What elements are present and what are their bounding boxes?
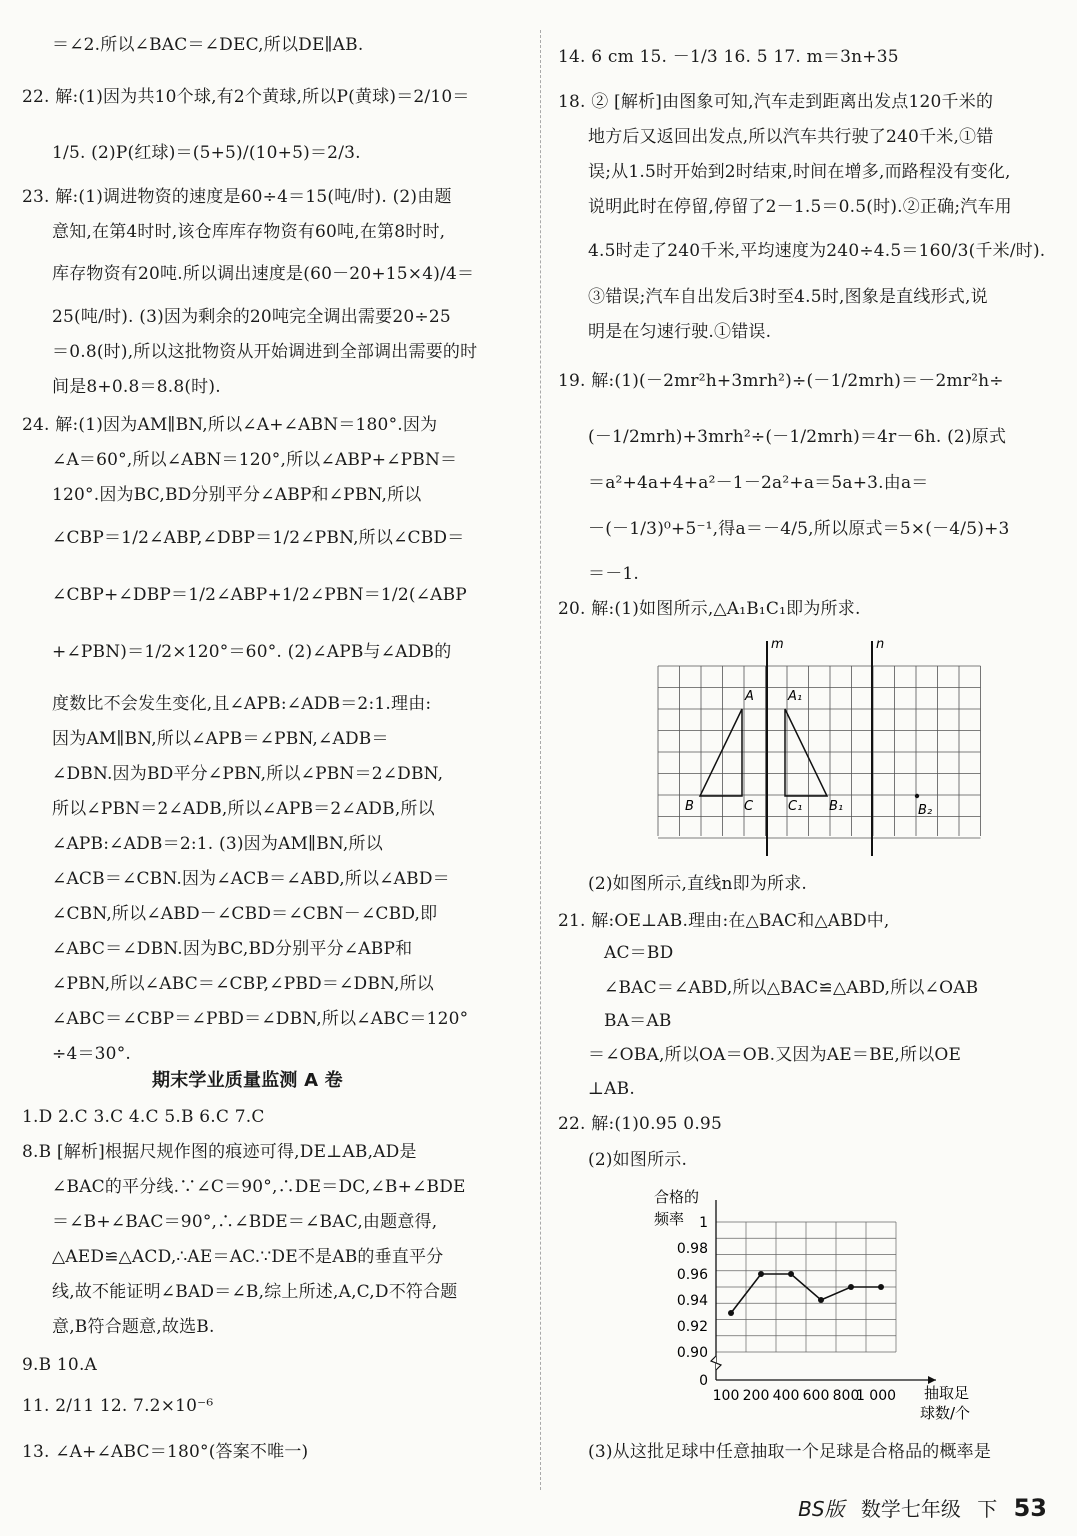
text-line: 4.5时走了240千米,平均速度为240÷4.5＝160/3(千米/时).	[588, 241, 1046, 261]
subject-label: 数学七年级	[860, 1497, 961, 1521]
text-line: 13. ∠A+∠ABC＝180°(答案不唯一)	[22, 1442, 309, 1462]
text-line: 18. ② [解析]由图象可知,汽车走到距离出发点120千米的	[558, 92, 994, 112]
text-line: 21. 解:OE⊥AB.理由:在△BAC和△ABD中,	[558, 911, 890, 931]
text-line: ∠APB:∠ADB＝2:1. (3)因为AM∥BN,所以	[52, 834, 383, 854]
text-line: ＝∠B+∠BAC＝90°,∴∠BDE＝∠BAC,由题意得,	[52, 1212, 438, 1232]
text-line: 所以∠PBN＝2∠ADB,所以∠APB＝2∠ADB,所以	[52, 799, 435, 819]
x-tick-label: 800	[832, 1388, 860, 1404]
label-n: n	[876, 637, 885, 652]
text-line: ∠BAC的平分线.∵∠C＝90°,∴DE＝DC,∠B+∠BDE	[52, 1177, 466, 1197]
x-tick-label: 600	[802, 1388, 830, 1404]
text-line: 20. 解:(1)如图所示,△A₁B₁C₁即为所求.	[558, 599, 861, 619]
y-axis-label: 合格的	[654, 1188, 700, 1206]
label-B2: B₂	[918, 803, 933, 818]
y-tick-label: 1	[699, 1215, 708, 1231]
grid-figure	[655, 636, 985, 861]
text-line: 23. 解:(1)调进物资的速度是60÷4＝15(吨/时). (2)由题	[22, 187, 452, 207]
y-tick-label: 0.98	[676, 1241, 708, 1257]
text-line: △AED≌△ACD,∴AE＝AC.∵DE不是AB的垂直平分	[52, 1247, 444, 1267]
data-point	[788, 1271, 794, 1277]
text-line: ∠PBN,所以∠ABC＝∠CBP,∠PBD＝∠DBN,所以	[52, 974, 435, 994]
text-line: 因为AM∥BN,所以∠APB＝∠PBN,∠ADB＝	[52, 729, 389, 749]
text-line: 意,B符合题意,故选B.	[52, 1317, 215, 1337]
page-number: 53	[1013, 1494, 1047, 1522]
text-line: BA＝AB	[604, 1011, 672, 1031]
x-axis-label: 抽取足	[924, 1384, 970, 1402]
text-line: ∠BAC＝∠ABD,所以△BAC≌△ABD,所以∠OAB	[604, 978, 979, 998]
text-line: 11. 2/11 12. 7.2×10⁻⁶	[22, 1396, 214, 1416]
text-line: (－1/2mrh)+3mrh²÷(－1/2mrh)＝4r－6h. (2)原式	[588, 427, 1007, 447]
text-line: ＝－1.	[588, 564, 640, 584]
text-line: 误;从1.5时开始到2时结束,时间在增多,而路程没有变化,	[588, 162, 1011, 182]
volume-label: 下	[977, 1497, 998, 1521]
point-b2	[915, 794, 919, 798]
x-axis-arrow	[928, 1376, 936, 1384]
label-m: m	[771, 637, 784, 652]
data-point	[818, 1297, 824, 1303]
text-line: ＝0.8(时),所以这批物资从开始调进到全部调出需要的时	[52, 342, 478, 362]
text-line: 线,故不能证明∠BAD＝∠B,综上所述,A,C,D不符合题	[52, 1282, 458, 1302]
label-B: B	[685, 799, 694, 814]
text-line: (3)从这批足球中任意抽取一个足球是合格品的概率是	[588, 1442, 992, 1462]
text-line: －(－1/3)⁰+5⁻¹,得a＝－4/5,所以原式＝5×(－4/5)+3	[588, 519, 1010, 539]
data-point	[728, 1310, 734, 1316]
page-footer	[798, 1493, 1047, 1522]
column-divider	[540, 30, 541, 1490]
triangle-a1b1c1	[785, 709, 827, 796]
label-C1: C₁	[788, 799, 803, 814]
text-line: AC＝BD	[604, 943, 674, 963]
x-tick-label: 400	[772, 1388, 800, 1404]
text-line: 度数比不会发生变化,且∠APB:∠ADB＝2:1.理由:	[52, 694, 432, 714]
text-line: 间是8+0.8＝8.8(时).	[52, 377, 221, 397]
y-tick-label: 0.90	[676, 1345, 708, 1361]
text-line: ∠ABC＝∠CBP＝∠PBD＝∠DBN,所以∠ABC＝120°	[52, 1009, 469, 1029]
text-line: 9.B 10.A	[22, 1355, 98, 1375]
text-line: 19. 解:(1)(－2mr²h+3mrh²)÷(－1/2mrh)＝－2mr²h÷	[558, 371, 1004, 391]
text-line: 说明此时在停留,停留了2－1.5＝0.5(时).②正确;汽车用	[588, 197, 1012, 217]
label-B1: B₁	[829, 799, 844, 814]
text-line: ＝a²+4a+4+a²－1－2a²+a＝5a+3.由a＝	[588, 473, 929, 493]
y-tick-label: 0.94	[676, 1293, 708, 1309]
text-line: ∠ABC＝∠DBN.因为BC,BD分别平分∠ABP和	[52, 939, 413, 959]
triangle-abc	[700, 709, 742, 796]
text-line: ÷4＝30°.	[52, 1044, 131, 1064]
y-tick-label: 0	[699, 1373, 708, 1389]
label-C: C	[744, 799, 754, 814]
text-line: ⊥AB.	[588, 1079, 635, 1099]
data-point	[758, 1271, 764, 1277]
text-line: ∠CBP＝1/2∠ABP,∠DBP＝1/2∠PBN,所以∠CBD＝	[52, 528, 465, 548]
text-line: 意知,在第4时时,该仓库库存物资有60吨,在第8时时,	[52, 222, 446, 242]
text-line: ∠CBN,所以∠ABD－∠CBD＝∠CBN－∠CBD,即	[52, 904, 438, 924]
text-line: 22. 解:(1)0.95 0.95	[558, 1114, 722, 1134]
text-line: 1/5. (2)P(红球)＝(5+5)/(10+5)＝2/3.	[52, 143, 361, 163]
y-tick-label: 0.92	[676, 1319, 708, 1335]
x-tick-label: 200	[742, 1388, 770, 1404]
text-line: (2)如图所示,直线n即为所求.	[588, 874, 808, 894]
text-line: 24. 解:(1)因为AM∥BN,所以∠A+∠ABN＝180°.因为	[22, 415, 438, 435]
text-line: +∠PBN)＝1/2×120°＝60°. (2)∠APB与∠ADB的	[52, 642, 452, 662]
data-point	[878, 1284, 884, 1290]
x-tick-label: 100	[712, 1388, 740, 1404]
edition-label: BS版	[798, 1497, 845, 1521]
text-line: 8.B [解析]根据尺规作图的痕迹可得,DE⊥AB,AD是	[22, 1142, 417, 1162]
label-A1: A₁	[788, 689, 803, 704]
text-line: ＝∠OBA,所以OA＝OB.又因为AE＝BE,所以OE	[588, 1045, 962, 1065]
text-line: ∠ACB＝∠CBN.因为∠ACB＝∠ABD,所以∠ABD＝	[52, 869, 450, 889]
text-line: ∠CBP+∠DBP＝1/2∠ABP+1/2∠PBN＝1/2(∠ABP	[52, 585, 467, 605]
x-axis-label: 球数/个	[920, 1404, 971, 1420]
y-axis-label: 频率	[654, 1210, 685, 1228]
text-line: ∠DBN.因为BD平分∠PBN,所以∠PBN＝2∠DBN,	[52, 764, 444, 784]
text-line: (2)如图所示.	[588, 1150, 688, 1170]
text-line: 地方后又返回出发点,所以汽车共行驶了240千米,①错	[588, 127, 994, 147]
text-line: 22. 解:(1)因为共10个球,有2个黄球,所以P(黄球)＝2/10＝	[22, 87, 470, 107]
text-line: 14. 6 cm 15. －1/3 16. 5 17. m＝3n+35	[558, 47, 899, 67]
y-tick-label: 0.96	[676, 1267, 708, 1283]
label-A: A	[745, 689, 754, 704]
data-point	[848, 1284, 854, 1290]
text-line: 明是在匀速行驶.①错误.	[588, 322, 772, 342]
text-line: 120°.因为BC,BD分别平分∠ABP和∠PBN,所以	[52, 485, 422, 505]
section-title: 期末学业质量监测 A 卷	[152, 1070, 343, 1091]
text-line: 1.D 2.C 3.C 4.C 5.B 6.C 7.C	[22, 1107, 265, 1127]
text-line: ③错误;汽车自出发后3时至4.5时,图象是直线形式,说	[588, 287, 988, 307]
axis-break	[711, 1356, 721, 1370]
text-line: ∠A＝60°,所以∠ABN＝120°,所以∠ABP+∠PBN＝	[52, 450, 458, 470]
text-line: 库存物资有20吨.所以调出速度是(60－20+15×4)/4＝	[52, 264, 475, 284]
frequency-chart	[652, 1180, 992, 1420]
x-tick-label: 1 000	[855, 1388, 897, 1404]
text-line: 25(吨/时). (3)因为剩余的20吨完全调出需要20÷25	[52, 307, 451, 327]
text-line: ＝∠2.所以∠BAC＝∠DEC,所以DE∥AB.	[52, 35, 364, 55]
